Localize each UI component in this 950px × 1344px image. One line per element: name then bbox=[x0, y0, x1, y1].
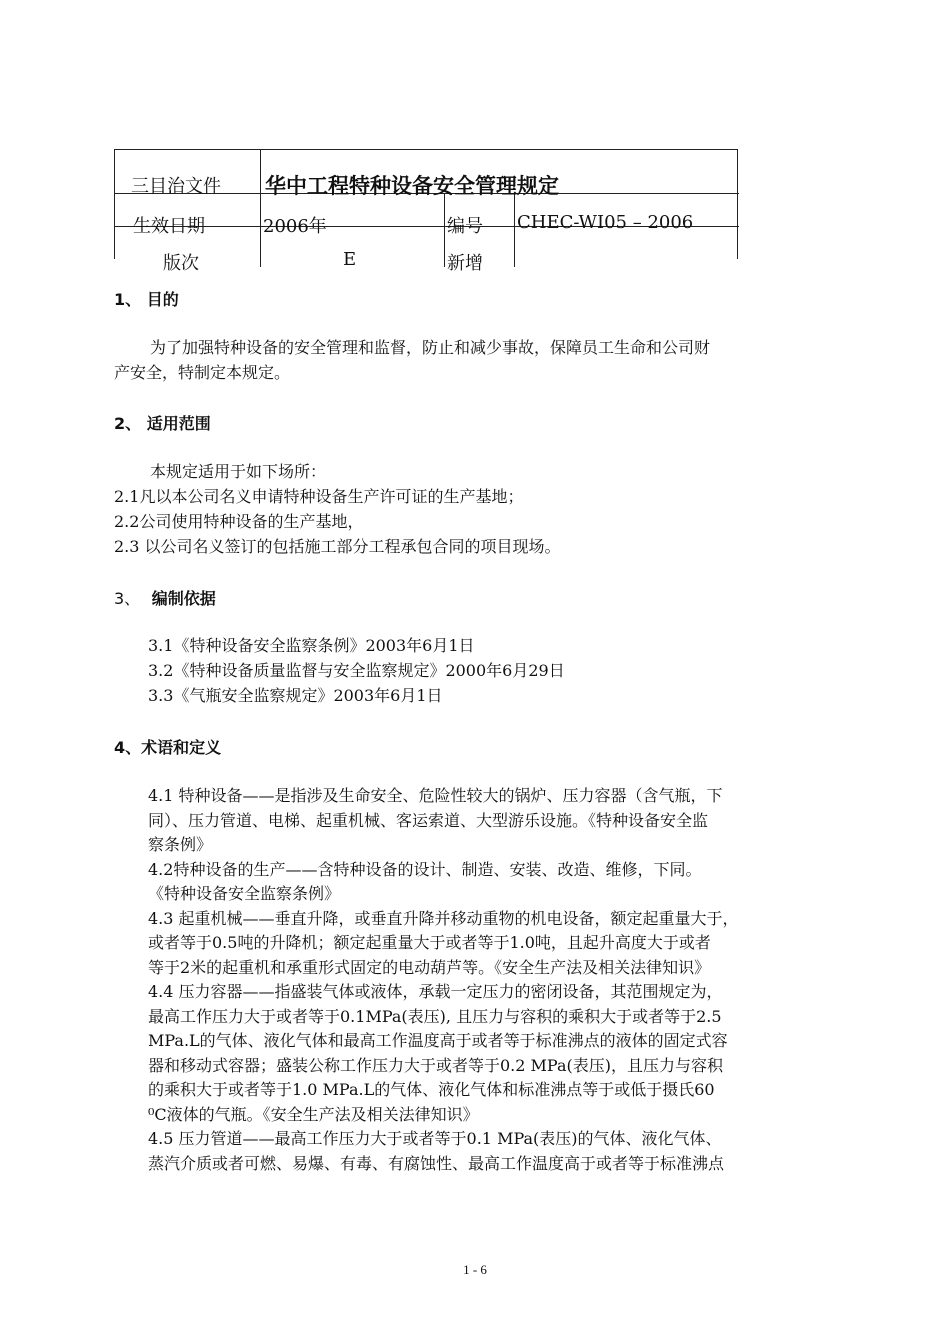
new-label: 新增 bbox=[447, 253, 483, 274]
doc-type-label: 三目治文件 bbox=[131, 176, 221, 197]
section-4-line: 的乘积大于或者等于1.0 MPa.L的气体、液化气体和标准沸点等于或低于摄氏60 bbox=[148, 1080, 715, 1099]
section-3-heading bbox=[114, 586, 216, 609]
section-4-line: 4.1 特种设备——是指涉及生命安全、危险性较大的锅炉、压力容器（含气瓶，下 bbox=[148, 786, 723, 805]
section-4-line: 或者等于0.5吨的升降机；额定起重量大于或者等于1.0吨，且起升高度大于或者 bbox=[148, 933, 711, 952]
section-2-item-3: 2.3 以公司名义签订的包括施工部分工程承包合同的项目现场。 bbox=[114, 537, 561, 556]
effective-date-value: 2006年 bbox=[263, 216, 327, 237]
section-4-line: ⁰C液体的气瓶。《安全生产法及相关法律知识》 bbox=[148, 1104, 479, 1124]
doc-code: CHEC-WI05 – 2006 bbox=[517, 212, 694, 233]
section-3-title: 编制依据 bbox=[151, 589, 216, 608]
section-4-line: 器和移动式容器；盛装公称工作压力大于或者等于0.2 MPa(表压)，且压力与容积 bbox=[148, 1055, 723, 1075]
code-label: 编号 bbox=[447, 216, 483, 237]
section-1-heading: 1、 目的 bbox=[114, 290, 179, 309]
page-number: 1 - 6 bbox=[463, 1262, 487, 1277]
section-3-item-1: 3.1《特种设备安全监察条例》2003年6月1日 bbox=[148, 636, 475, 655]
section-2-item-2: 2.2公司使用特种设备的生产基地， bbox=[114, 512, 364, 531]
section-1-line-1: 为了加强特种设备的安全管理和监督，防止和减少事故，保障员工生命和公司财 bbox=[150, 338, 711, 357]
section-1-line-2: 产安全，特制定本规定。 bbox=[114, 363, 291, 382]
version-value: E bbox=[343, 249, 357, 270]
section-3-number: 3、 bbox=[114, 589, 141, 608]
doc-title: 华中工程特种设备安全管理规定 bbox=[265, 173, 559, 198]
effective-date-label: 生效日期 bbox=[133, 216, 205, 237]
section-2-intro: 本规定适用于如下场所： bbox=[150, 462, 327, 481]
section-4-line: 4.5 压力管道——最高工作压力大于或者等于0.1 MPa(表压)的气体、液化气体、 bbox=[148, 1129, 722, 1148]
section-4-line: 同）、压力管道、电梯、起重机械、客运索道、大型游乐设施。《特种设备安全监 bbox=[148, 810, 709, 830]
section-2-heading: 2、 适用范围 bbox=[114, 414, 211, 433]
section-4-line: 最高工作压力大于或者等于0.1MPa(表压), 且压力与容积的乘积大于或者等于2.5 bbox=[148, 1006, 722, 1026]
header-row-1 bbox=[115, 150, 739, 198]
header-row-2 bbox=[115, 194, 739, 237]
section-4-line: MPa.L的气体、液化气体和最高工作温度高于或者等于标准沸点的液体的固定式容 bbox=[148, 1031, 728, 1050]
header-table bbox=[114, 149, 738, 274]
section-4-line: 4.3 起重机械——垂直升降，或垂直升降并移动重物的机电设备，额定起重量大于， bbox=[148, 908, 739, 928]
section-4-line: 蒸汽介质或者可燃、易爆、有毒、有腐蚀性、最高工作温度高于或者等于标准沸点 bbox=[148, 1153, 725, 1173]
section-4-line: 等于2米的起重机和承重形式固定的电动葫芦等。《安全生产法及相关法律知识》 bbox=[148, 957, 711, 977]
section-4-body bbox=[148, 784, 848, 1176]
section-4-heading: 4、术语和定义 bbox=[114, 738, 222, 757]
header-row-3 bbox=[115, 227, 739, 274]
section-3-item-2: 3.2《特种设备质量监督与安全监察规定》2000年6月29日 bbox=[148, 661, 565, 680]
section-4-line: 4.4 压力容器——指盛装气体或液体，承载一定压力的密闭设备，其范围规定为， bbox=[148, 982, 723, 1001]
section-4-line: 察条例》 bbox=[148, 835, 213, 854]
version-label: 版次 bbox=[163, 253, 199, 274]
section-3-item-3: 3.3《气瓶安全监察规定》2003年6月1日 bbox=[148, 686, 443, 705]
section-4-line: 4.2特种设备的生产——含特种设备的设计、制造、安装、改造、维修，下同。 bbox=[148, 859, 702, 879]
section-4-line: 《特种设备安全监察条例》 bbox=[148, 884, 341, 903]
section-2-item-1: 2.1凡以本公司名义申请特种设备生产许可证的生产基地； bbox=[114, 487, 524, 506]
